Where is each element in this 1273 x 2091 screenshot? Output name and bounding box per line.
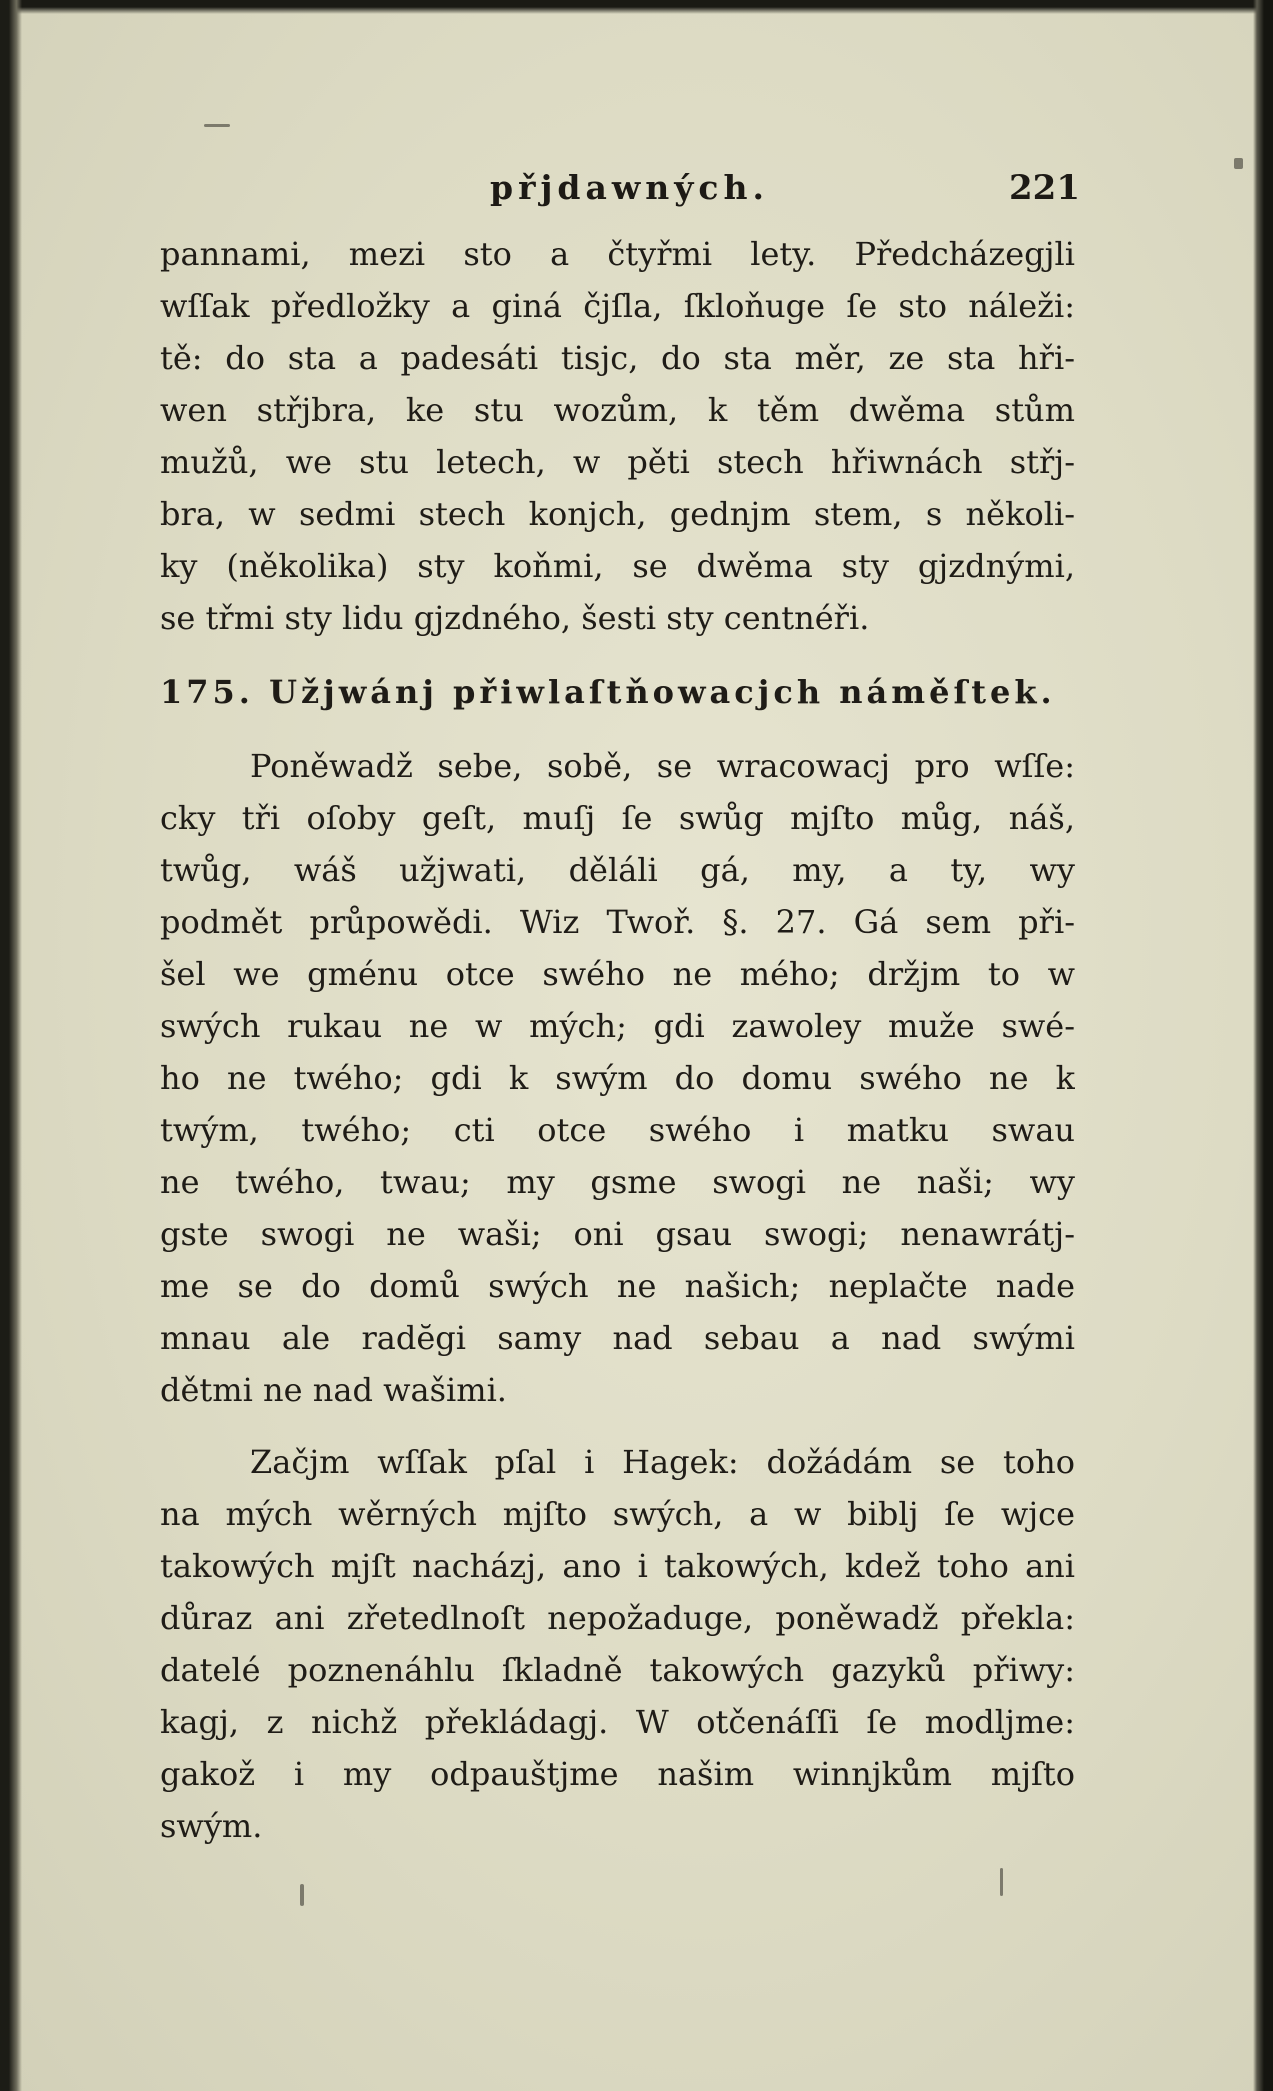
text-line: na mých wěrných mjſto swých, a w biblj ſe wjce bbox=[160, 1495, 1075, 1533]
text-line: ho ne twého; gdi k swým do domu swého ne k bbox=[160, 1059, 1075, 1097]
text-line: wſſak předložky a giná čjſla, ſkloňuge ſe sto náleži: bbox=[160, 287, 1075, 325]
text-line: twým, twého; cti otce swého i matku swau bbox=[160, 1111, 1075, 1149]
text-line: gste swogi ne waši; oni gsau swogi; nenawrátj- bbox=[160, 1215, 1075, 1253]
text-line: šel we gménu otce swého ne mého; držjm to w bbox=[160, 955, 1075, 993]
text-line: Poněwadž sebe, sobě, se wracowacj pro wſſe: bbox=[250, 747, 1075, 785]
text-line: cky tři oſoby geſt, muſj ſe swůg mjſto můg, náš, bbox=[160, 799, 1075, 837]
paper-speck bbox=[1000, 1868, 1003, 1896]
paper-speck bbox=[300, 1884, 304, 1906]
paragraph-possessive-pronouns bbox=[160, 740, 1075, 1416]
page-number: 221 bbox=[1009, 168, 1080, 208]
text-line: důraz ani zřetedlnoſt nepožaduge, poněwadž překla: bbox=[160, 1599, 1075, 1637]
scan-edge-right bbox=[1253, 0, 1273, 2091]
text-line: mužů, we stu letech, w pěti stech hřiwnách střj- bbox=[160, 443, 1075, 481]
text-line: mnau ale radĕgi samy nad sebau a nad swými bbox=[160, 1319, 1075, 1357]
text-line: pannami, mezi sto a čtyřmi lety. Předcházegjli bbox=[160, 235, 1075, 273]
text-line: ne twého, twau; my gsme swogi ne naši; wy bbox=[160, 1163, 1075, 1201]
paragraph-continued bbox=[160, 228, 1075, 644]
text-line: swým. bbox=[160, 1807, 263, 1845]
text-line: wen střjbra, ke stu wozům, k těm dwěma stům bbox=[160, 391, 1075, 429]
running-head: přjdawných. bbox=[490, 168, 770, 207]
paper-speck bbox=[1234, 158, 1243, 169]
text-line: swých rukau ne w mých; gdi zawoley muže swé- bbox=[160, 1007, 1075, 1045]
body-text bbox=[160, 228, 1075, 1852]
text-line: gakož i my odpauštjme našim winnjkům mjſto bbox=[160, 1755, 1075, 1793]
text-line: podmět průpowědi. Wiz Twoř. §. 27. Gá sem při- bbox=[160, 903, 1075, 941]
paper-speck bbox=[204, 124, 230, 127]
scan-edge-left bbox=[0, 0, 22, 2091]
scan-edge-top bbox=[0, 0, 1273, 14]
text-line: tě: do sta a padesáti tisjc, do sta měr, ze sta hři- bbox=[160, 339, 1075, 377]
text-line: dětmi ne nad wašimi. bbox=[160, 1371, 507, 1409]
text-line: se třmi sty lidu gjzdného, šesti sty centnéři. bbox=[160, 599, 870, 637]
text-line: Začjm wſſak pſal i Hagek: dožádám se toho bbox=[250, 1443, 1075, 1481]
text-line: datelé poznenáhlu ſkladně takowých gazyků přiwy: bbox=[160, 1651, 1075, 1689]
text-line: kagj, z nichž překládagj. W otčenáſſi ſe modljme: bbox=[160, 1703, 1075, 1741]
text-line: ky (několika) sty koňmi, se dwěma sty gjzdnými, bbox=[160, 547, 1075, 585]
text-line: twůg, wáš užjwati, děláli gá, my, a ty, wy bbox=[160, 851, 1075, 889]
paragraph-hagek bbox=[160, 1436, 1075, 1852]
page-header bbox=[160, 168, 1080, 218]
section-heading: 175. Užjwánj přiwlaſtňowacjch náměſtek. bbox=[160, 673, 1056, 711]
text-line: me se do domů swých ne našich; neplačte nade bbox=[160, 1267, 1075, 1305]
text-line: bra, w sedmi stech konjch, gednjm stem, s několi- bbox=[160, 495, 1075, 533]
text-line: takowých mjſt nacházj, ano i takowých, kdež toho ani bbox=[160, 1547, 1075, 1585]
